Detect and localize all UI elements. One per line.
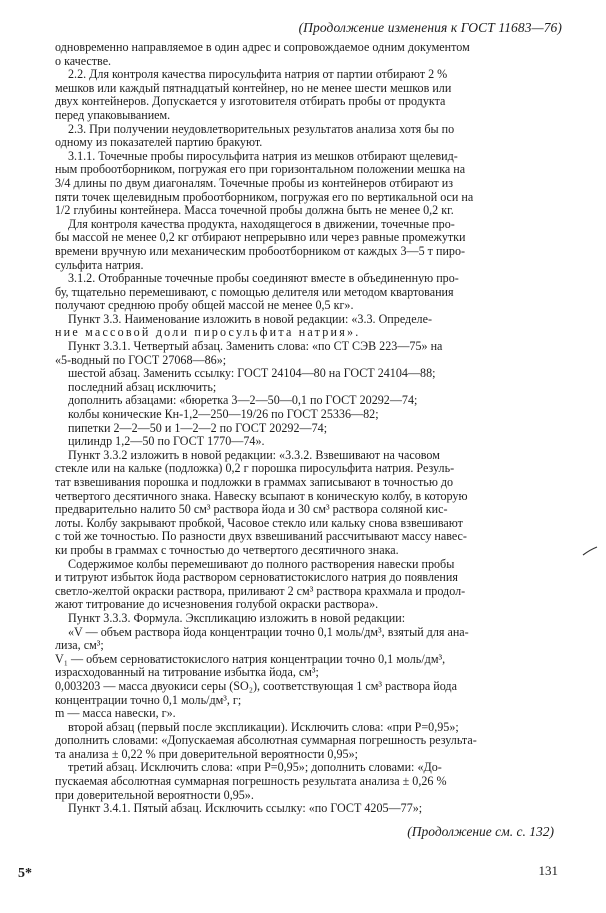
text-line: 3.1.1. Точечные пробы пиросульфита натрия из мешков отбирают щелевид- [68,148,458,163]
text-line: получают среднюю пробу общей массой не менее 0,5 кг». [55,298,354,313]
text-line: ки пробы в граммах с точностью до четвертого десятичного знака. [55,542,399,557]
text-line: шестой абзац. Заменить ссылку: ГОСТ 24104—80 на ГОСТ 24104—88; [68,366,436,381]
text-line: предварительно налито 50 см³ раствора йода и 30 см³ раствора соляной кис- [55,502,448,517]
text-line: Для контроля качества продукта, находящегося в движении, точечные про- [68,216,455,231]
text-line: жают титрование до исчезновения голубой окраски раствора». [55,597,379,612]
text-line: третий абзац. Исключить слова: «при P=0,95»; дополнить словами: «До- [68,760,442,775]
text-line: пипетки 2—2—50 и 1—2—2 по ГОСТ 20292—74; [68,420,328,435]
page-number: 131 [538,863,558,878]
text-line: ние массовой доли пиросульфита натрия». [55,325,361,340]
margin-mark [582,546,598,556]
text-line: светло-желтой окраски раствора, приливают 2 см³ раствора крахмала и продол- [55,583,466,598]
text-line: с той же точностью. По разности двух взвешиваний рассчитывают массу навес- [55,529,467,544]
text-line: пускаемая абсолютная суммарная погрешность результата анализа ± 0,26 % [55,774,447,789]
text-line: Пункт 3.3.2 изложить в новой редакции: «3.3.2. Взвешивают на часовом [68,447,440,462]
text-line: тат взвешивания порошка и подложки в граммах записывают в точностью до [55,475,454,489]
text-line: израсходованный на титрование избытка йода, см³; [55,665,319,680]
text-line: цилиндр 1,2—50 по ГОСТ 1770—74». [68,434,265,449]
text-line: дополнить словами: «Допускаемая абсолютная суммарная погрешность результа- [55,733,477,748]
text-line: бу, тщательно перемешивают, с помощью делителя или методом квартования [55,284,454,299]
text-line: стекле или на кальке (подложка) 0,2 г порошка пиросульфита натрия. Резуль- [55,461,455,476]
text-line: последний абзац исключить; [68,379,217,394]
text-line: четвертого десятичного знака. Навеску всыпают в коническую колбу, в которую [55,488,468,503]
text-line: о качестве. [55,53,112,68]
text-line: колбы конические Кн-1,2—250—19/26 по ГОСТ 25336—82; [68,407,379,422]
text-line: Пункт 3.3. Наименование изложить в новой редакции: «3.3. Определе- [68,311,432,326]
text-line: ным пробоотборником, погружая его при горизонтальном положении мешка на [55,162,466,177]
text-line: при доверительной вероятности 0,95». [55,787,254,802]
text-line: сульфита натрия. [55,257,144,272]
text-line: Содержимое колбы перемешивают до полного растворения навески пробы [68,556,455,571]
text-line: та анализа ± 0,22 % при доверительной вероятности 0,95»; [55,746,358,761]
text-line: m — масса навески, г». [55,706,176,721]
text-line: Пункт 3.3.1. Четвертый абзац. Заменить слова: «по СТ СЭВ 223—75» на [68,339,443,354]
text-line: 0,003203 — масса двуокиси серы (SO₂), соответствующая 1 см³ раствора йода [55,678,457,693]
text-line: одному из показателей партию бракуют. [55,135,263,150]
document-body [55,41,562,816]
continuation-note: (Продолжение см. с. 132) [407,824,554,839]
text-line: «5-водный по ГОСТ 27068—86»; [55,352,227,367]
text-line: перед упаковыванием. [55,107,171,122]
text-line: бы массой не менее 0,2 кг отбирают непрерывно или через равные промежутки [55,230,466,245]
text-line: 3/4 длины по двум диагоналям. Точечные пробы из контейнеров отбирают из [55,175,454,190]
text-line: V₁ — объем серноватистокислого натрия концентрации точно 0,1 моль/дм³, [55,651,446,666]
text-line: концентрации точно 0,1 моль/дм³, г; [55,692,242,707]
text-line: мешков или каждый пятнадцатый контейнер, но не менее шести мешков или [55,80,452,95]
text-line: лиза, см³; [55,638,104,653]
text-line: одновременно направляемое в один адрес и сопровождаемое одним документом [55,40,470,54]
text-line: дополнить абзацами: «бюретка 3—2—50—0,1 по ГОСТ 20292—74; [68,393,418,408]
page-header: (Продолжение изменения к ГОСТ 11683—76) [298,20,562,35]
text-line: 2.2. Для контроля качества пиросульфита натрия от партии отбирают 2 % [68,67,448,82]
text-line: пяти точек щелевидным пробоотборником, погружая его по вертикальной оси на [55,189,474,204]
text-line: 2.3. При получении неудовлетворительных результатов анализа хотя бы по [68,121,455,136]
text-line: «V — объем раствора йода концентрации точно 0,1 моль/дм³, взятый для ана- [68,624,469,639]
text-line: Пункт 3.3.3. Формула. Экспликацию изложить в новой редакции: [68,610,406,625]
text-line: лоты. Колбу закрывают пробкой, Часовое стекло или кальку снова взвешивают [55,515,463,530]
text-line: 3.1.2. Отобранные точечные пробы соединяют вместе в объединенную про- [68,271,459,286]
text-line: Пункт 3.4.1. Пятый абзац. Исключить ссылку: «по ГОСТ 4205—77»; [68,801,423,816]
text-line: и титруют избыток йода раствором серноватистокислого натрия до появления [55,570,458,585]
text-line: 1/2 глубины контейнера. Масса точечной пробы должна быть не менее 0,2 кг. [55,203,454,218]
text-line: двух контейнеров. Допускается у изготовителя отбирать пробы от продукта [55,94,446,109]
signature-mark: 5* [18,866,32,881]
text-line: времени вручную или механическим пробоотборником от каждых 3—5 т пиро- [55,243,466,258]
text-line: второй абзац (первый после экспликации). Исключить слова: «при P=0,95»; [68,719,459,734]
